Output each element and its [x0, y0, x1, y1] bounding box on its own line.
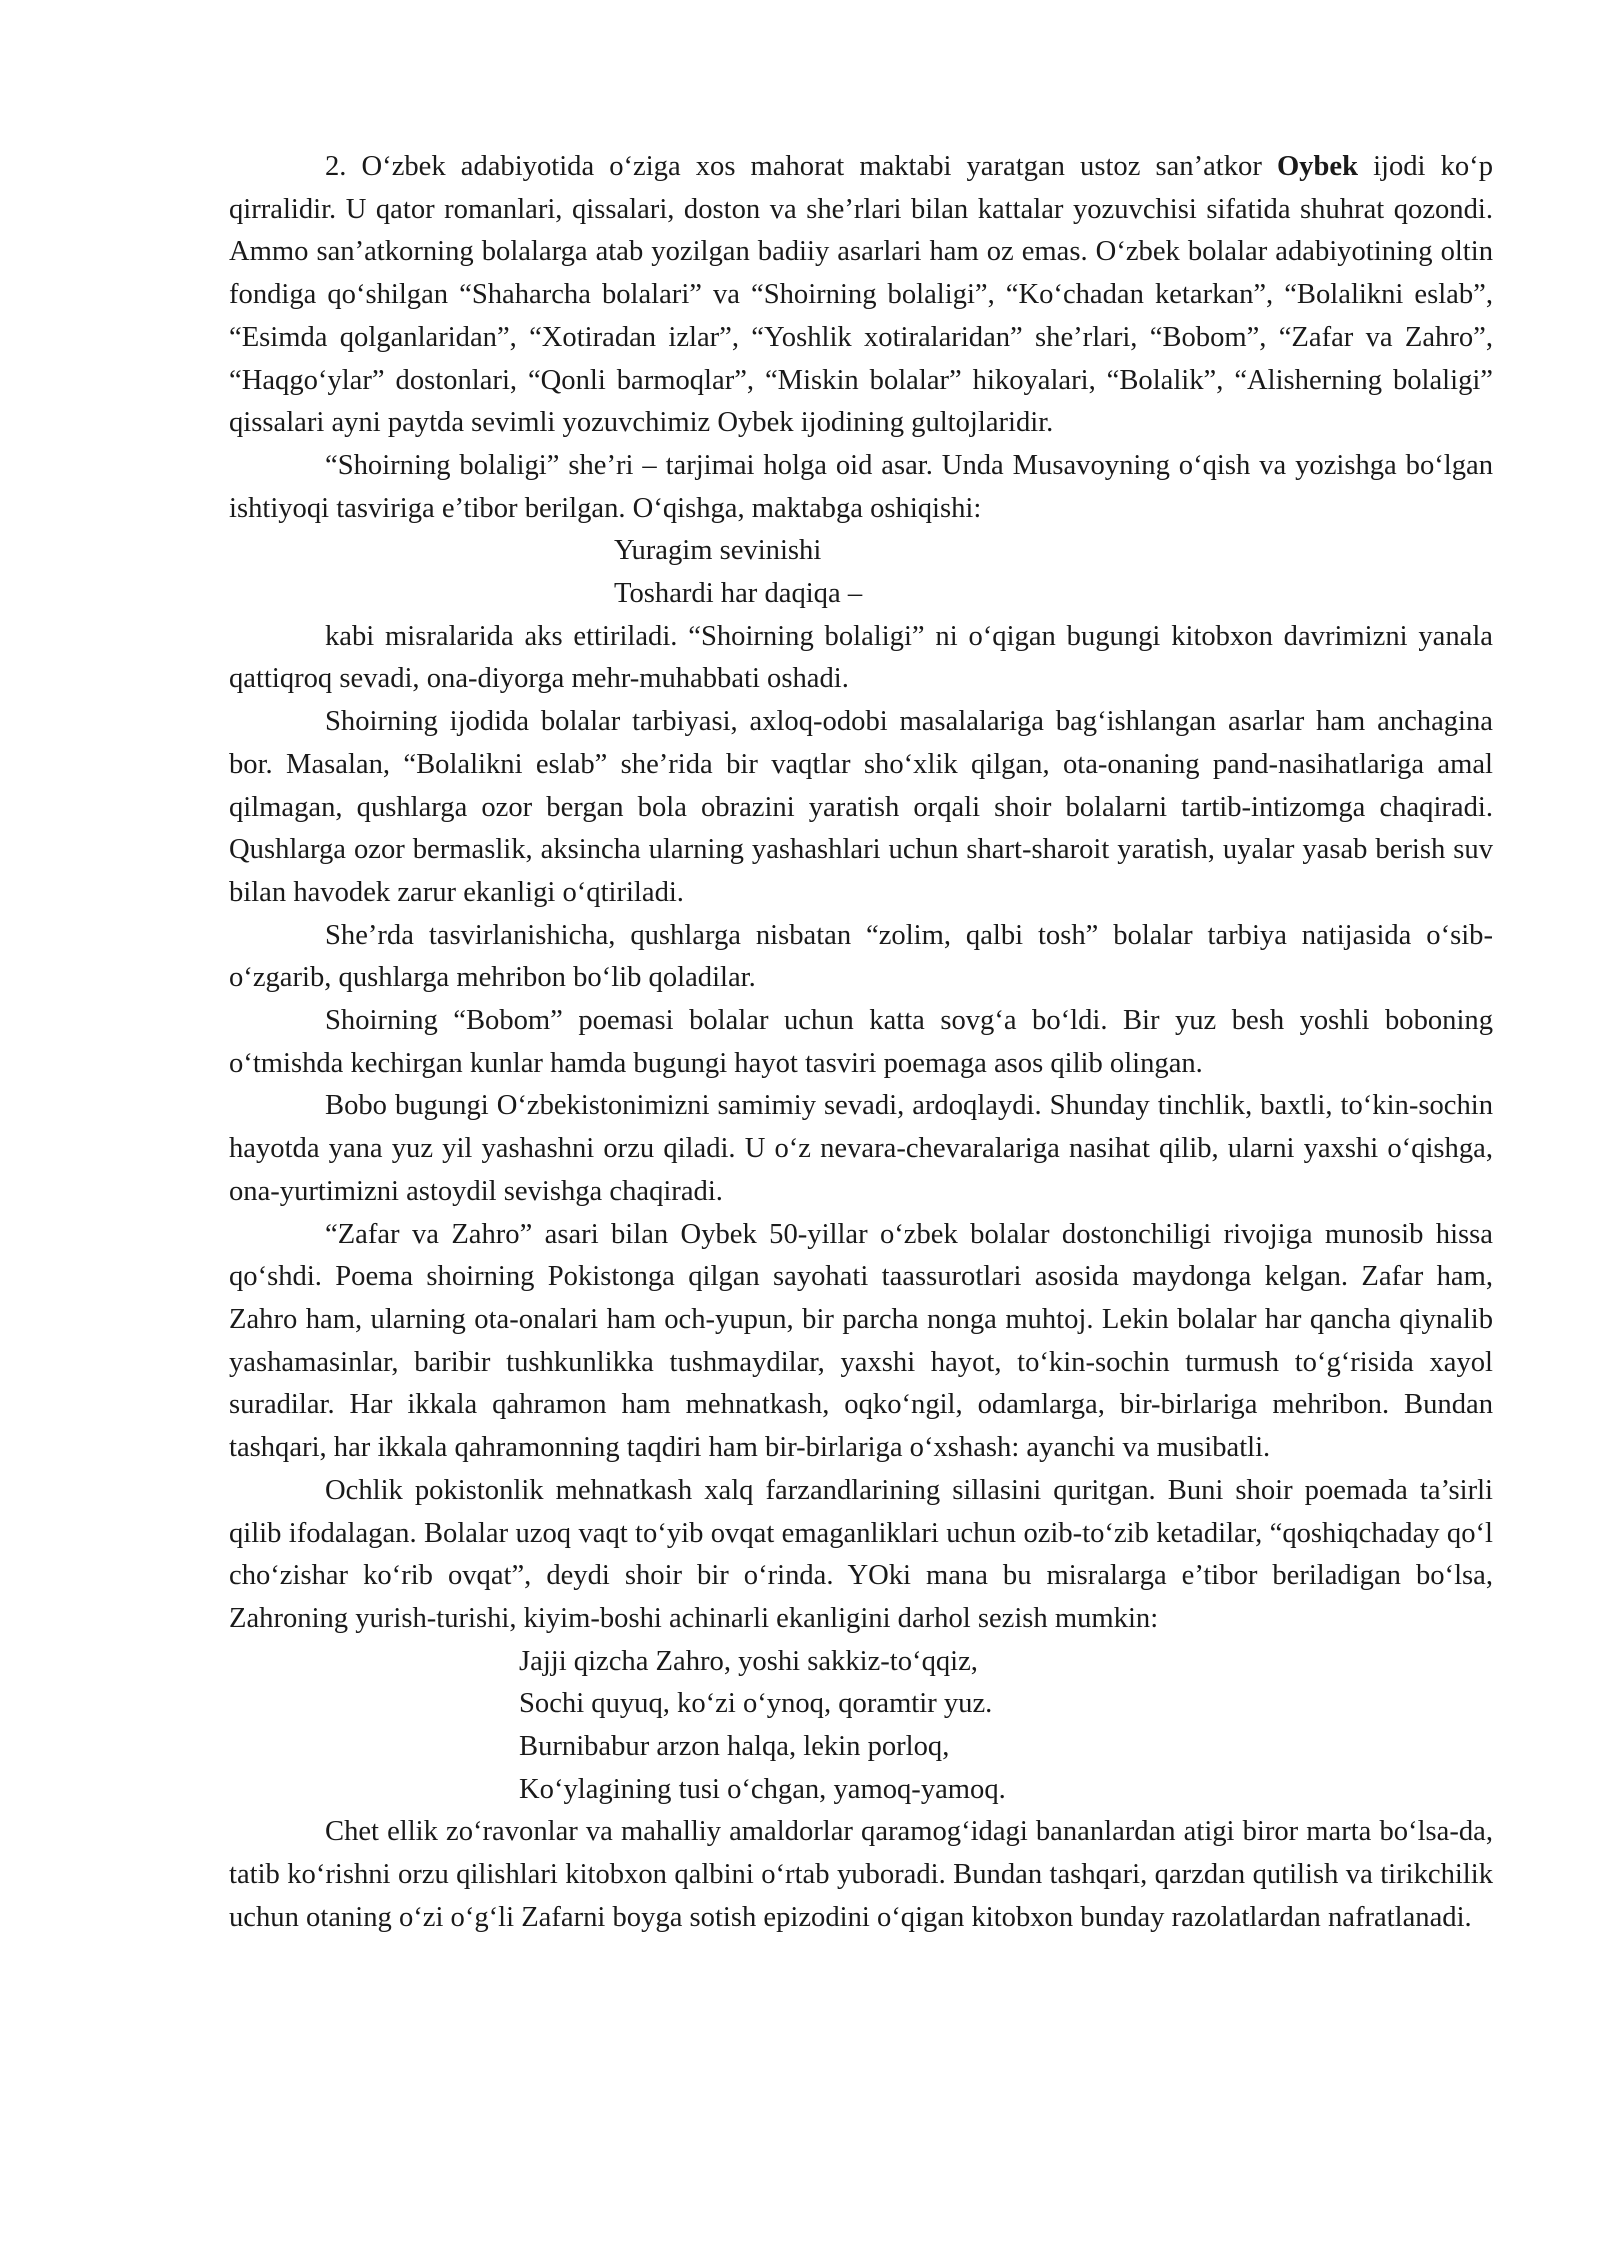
paragraph-8: “Zafar va Zahro” asari bilan Oybek 50-yillar o‘zbek bolalar dostonchiligi rivojiga munosib hissa qo‘shdi. Poema shoirning Pokistonga qilgan sayohati taassurotlari asosida maydonga kelgan. Zafar ham, Zahro ham, ularning ota-onalari ham och-yupun, bir parcha nonga muhtoj. Lekin bolalar har qancha qiynalib yashamasinlar, baribir tushkunlikka tushmaydilar, yaxshi hayot, to‘kin-sochin turmush to‘g‘risida xayol suradilar. Har ikkala qahramon ham mehnatkash, oqko‘ngil, odamlarga, bir-birlariga mehribon. Bundan tashqari, har ikkala qahramonning taqdiri ham bir-birlariga o‘xshash: ayanchi va musibatli.: [229, 1218, 1493, 1464]
verse-line: Jajji qizcha Zahro, yoshi sakkiz-to‘qqiz,: [519, 1645, 978, 1677]
paragraph-9: Ochlik pokistonlik mehnatkash xalq farzandlarining sillasini quritgan. Buni shoir poemada ta’sirli qilib ifodalagan. Bolalar uzoq vaqt to‘yib ovqat emaganliklari uchun ozib-to‘zib ketadilar, “qoshiqchaday qo‘l cho‘zishar ko‘rib ovqat”, deydi shoir bir o‘rinda. YOki mana bu misralarga e’tibor beriladigan bo‘lsa, Zahroning yurish-turishi, kiyim-boshi achinarli ekanligini darhol sezish mumkin:: [229, 1474, 1493, 1634]
verse-quote-1: [229, 530, 1493, 615]
document-page: [229, 146, 1493, 1940]
paragraph-6: Shoirning “Bobom” poemasi bolalar uchun katta sovg‘a bo‘ldi. Bir yuz besh yoshli boboning o‘tmishda kechirgan kunlar hamda bugungi hayot tasviri poemaga asos qilib olingan.: [229, 1005, 1493, 1079]
verse-line: Sochi quyuq, ko‘zi o‘ynoq, qoramtir yuz.: [519, 1688, 993, 1720]
paragraph-2: “Shoirning bolaligi” she’ri – tarjimai holga oid asar. Unda Musavoyning o‘qish va yozishga bo‘lgan ishtiyoqi tasviriga e’tibor berilgan. O‘qishga, maktabga oshiqishi:: [229, 449, 1493, 524]
paragraph-5: She’rda tasvirlanishicha, qushlarga nisbatan “zolim, qalbi tosh” bolalar tarbiya natijasida o‘sib-o‘zgarib, qushlarga mehribon bo‘lib qoladilar.: [229, 919, 1493, 994]
verse-quote-2: [229, 1641, 1493, 1812]
paragraph-3: kabi misralarida aks ettiriladi. “Shoirning bolaligi” ni o‘qigan bugungi kitobxon davrimizni yanala qattiqroq sevadi, ona-diyorga mehr-muhabbati oshadi.: [229, 620, 1493, 695]
paragraph-7: Bobo bugungi O‘zbekistonimizni samimiy sevadi, ardoqlaydi. Shunday tinchlik, baxtli, to‘kin-sochin hayotda yana yuz yil yashashni orzu qiladi. U o‘z nevara-chevaralariga nasihat qilib, ularni yaxshi o‘qishga, ona-yurtimizni astoydil sevishga chaqiradi.: [229, 1090, 1493, 1207]
author-name-bold: Oybek: [1276, 151, 1358, 182]
paragraph-1-text-end: ijodi ko‘p qirralidir. U qator romanlari, qissalari, doston va she’rlari bilan kattalar yozuvchisi sifatida shuhrat qozondi. Ammo san’atkorning bolalarga atab yozilgan badiiy asarlari ham oz emas. O‘zbek bolalar adabiyotining oltin fondiga qo‘shilgan “Shaharcha bolalari” va “Shoirning bolaligi”, “Ko‘chadan ketarkan”, “Bolalikni eslab”, “Esimda qolganlaridan”, “Xotiradan izlar”, “Yoshlik xotiralaridan” she’rlari, “Bobom”, “Zafar va Zahro”, “Haqgo‘ylar” dostonlari, “Qonli barmoqlar”, “Miskin bolalar” hikoyalari, “Bolalik”, “Alisherning bolaligi” qissalari ayni paytda sevimli yozuvchimiz Oybek ijodining gultojlaridir.: [229, 151, 1493, 439]
verse-line: Yuragim sevinishi: [614, 535, 822, 567]
verse-line: Toshardi har daqiqa –: [614, 578, 863, 610]
paragraph-1-text-start: 2. O‘zbek adabiyotida o‘ziga xos mahorat maktabi yaratgan ustoz san’atkor: [325, 151, 1277, 182]
verse-line: Ko‘ylagining tusi o‘chgan, yamoq-yamoq.: [519, 1773, 1006, 1805]
paragraph-10: Chet ellik zo‘ravonlar va mahalliy amaldorlar qaramog‘idagi bananlardan atigi biror marta bo‘lsa-da, tatib ko‘rishni orzu qilishlari kitobxon qalbini o‘rtab yuboradi. Bundan tashqari, qarzdan qutilish va tirikchilik uchun otaning o‘zi o‘g‘li Zafarni boyga sotish epizodini o‘qigan kitobxon bunday razolatlardan nafratlanadi.: [229, 1816, 1493, 1933]
verse-line: Burnibabur arzon halqa, lekin porloq,: [519, 1731, 950, 1763]
paragraph-4: Shoirning ijodida bolalar tarbiyasi, axloq-odobi masalalariga bag‘ishlangan asarlar ham anchagina bor. Masalan, “Bolalikni eslab” she’rida bir vaqtlar sho‘xlik qilgan, ota-onaning pand-nasihatlariga amal qilmagan, qushlarga ozor bergan bola obrazini yaratish orqali shoir bolalarni tartib-intizomga chaqiradi. Qushlarga ozor bermaslik, aksincha ularning yashashlari uchun shart-sharoit yaratish, uyalar yasab berish suv bilan havodek zarur ekanligi o‘qtiriladi.: [229, 706, 1493, 908]
paragraph-1: [229, 146, 1493, 445]
